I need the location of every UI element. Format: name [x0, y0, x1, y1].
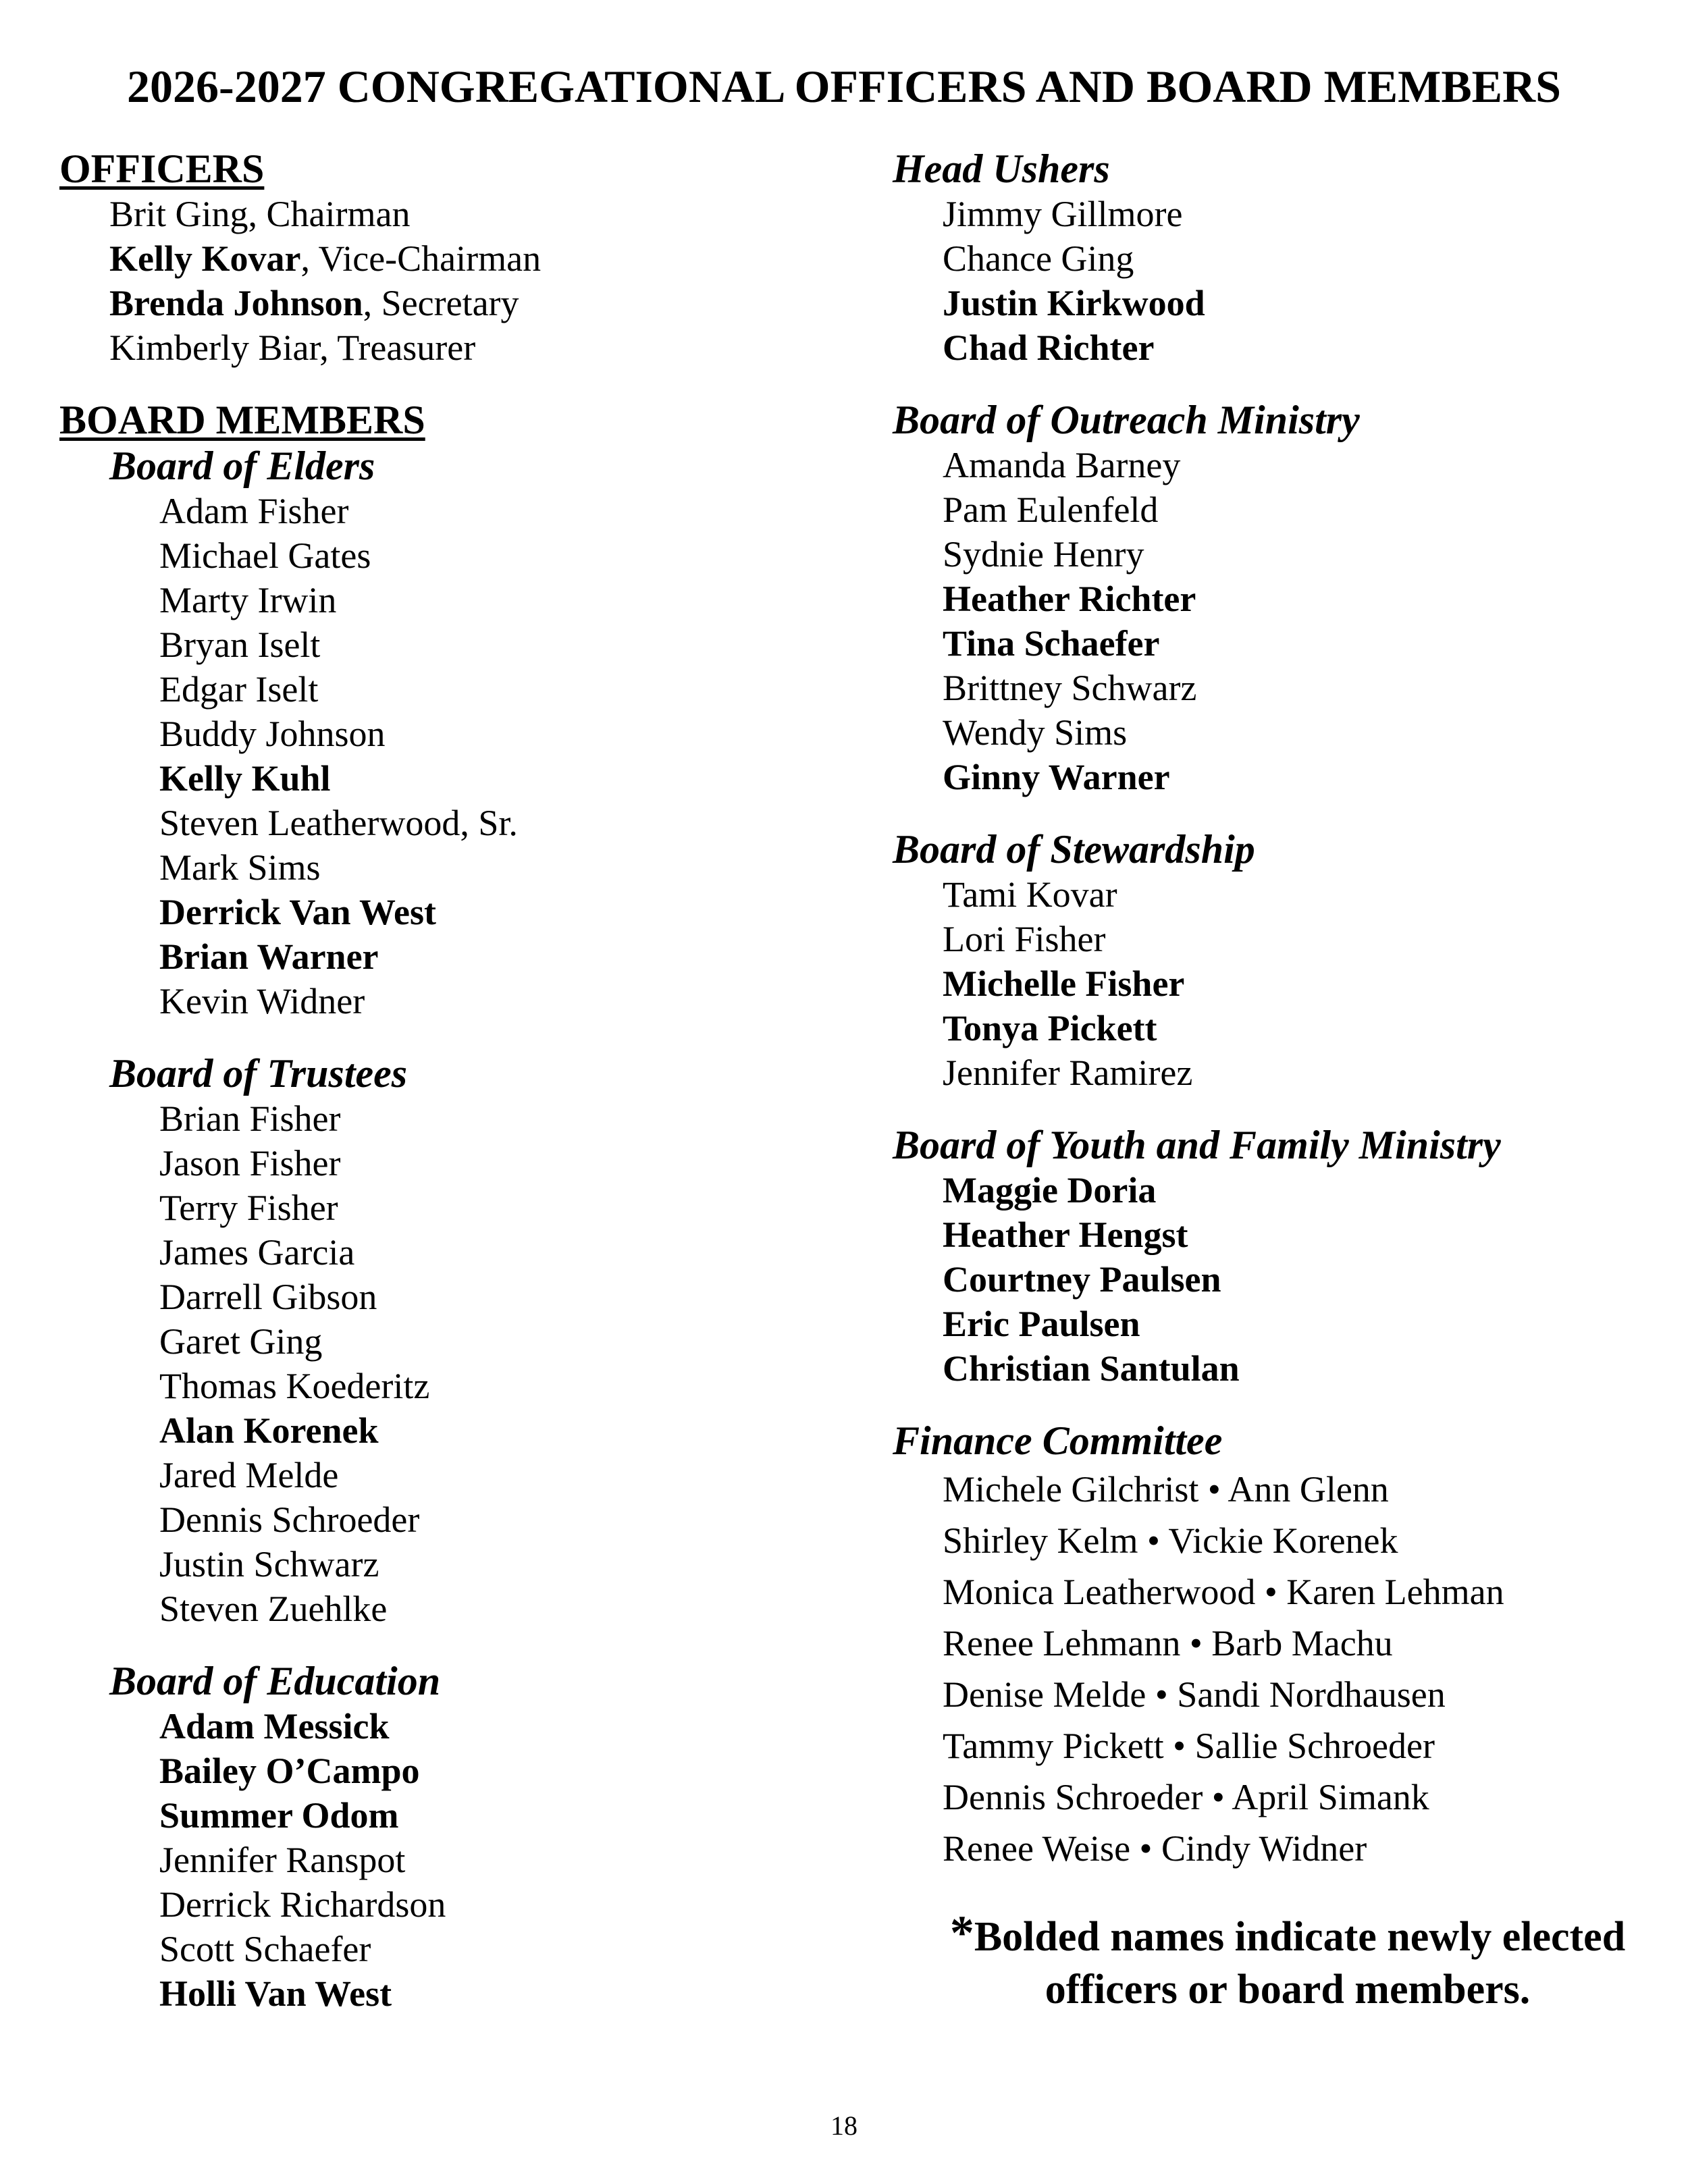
member-name: Mark Sims [159, 847, 321, 888]
member-name: Heather Hengst [943, 1215, 1188, 1255]
member-name: Tina Schaefer [943, 623, 1160, 664]
officer-name: Brit Ging [109, 194, 248, 234]
member-name: James Garcia [159, 1232, 355, 1273]
note-line-1: Bolded names indicate newly elected [974, 1914, 1626, 1960]
finance-row: Monica Leatherwood • Karen Lehman [943, 1572, 1504, 1612]
member-name: Eric Paulsen [943, 1304, 1140, 1344]
member-name: Pam Eulenfeld [943, 489, 1159, 530]
member-name: Derrick Richardson [159, 1884, 446, 1925]
member-name: Lori Fisher [943, 919, 1106, 959]
member-name: Derrick Van West [159, 892, 437, 932]
member-name: Maggie Doria [943, 1170, 1157, 1210]
board-of-outreach-ministry-list [893, 443, 1662, 799]
head-ushers-title: Head Ushers [893, 147, 1110, 191]
member-name: Bryan Iselt [159, 624, 321, 665]
board-of-stewardship-list [893, 872, 1662, 1095]
member-name: Amanda Barney [943, 445, 1181, 485]
note-asterisk: * [949, 1906, 974, 1960]
right-column [893, 146, 1662, 2016]
member-name: Bailey O’Campo [159, 1751, 420, 1791]
board-of-trustees-title: Board of Trustees [109, 1051, 408, 1096]
member-name: Brian Fisher [159, 1098, 341, 1139]
board-of-outreach-ministry-title: Board of Outreach Ministry [893, 398, 1360, 442]
finance-row: Renee Lehmann • Barb Machu [943, 1623, 1393, 1663]
officer-row [59, 325, 856, 370]
officer-name: Kimberly Biar [109, 327, 320, 368]
member-name: Edgar Iselt [159, 669, 319, 710]
finance-row: Tammy Pickett • Sallie Schroeder [943, 1726, 1435, 1766]
member-name: Garet Ging [159, 1321, 323, 1362]
member-name: Ginny Warner [943, 757, 1170, 797]
board-of-education-list [59, 1704, 856, 2016]
member-name: Kelly Kuhl [159, 758, 331, 799]
member-name: Thomas Koederitz [159, 1366, 430, 1406]
board-of-trustees-list [59, 1096, 856, 1631]
note-line-2: officers or board members. [1045, 1967, 1531, 2013]
officer-role: , Chairman [248, 194, 411, 234]
board-of-education-title: Board of Education [109, 1659, 441, 1703]
member-name: Brian Warner [159, 936, 379, 977]
officer-role: , Vice-Chairman [300, 238, 542, 279]
officers-heading: OFFICERS [59, 147, 265, 191]
member-name: Jared Melde [159, 1455, 339, 1495]
board-of-youth-and-family-ministry-title: Board of Youth and Family Ministry [893, 1123, 1501, 1167]
member-name: Buddy Johnson [159, 714, 386, 754]
member-name: Dennis Schroeder [159, 1499, 420, 1540]
board-members-heading: BOARD MEMBERS [59, 398, 425, 442]
board-of-youth-and-family-ministry-list [893, 1168, 1662, 1391]
head-ushers-list [893, 192, 1662, 370]
member-name: Sydnie Henry [943, 534, 1144, 575]
member-name: Michael Gates [159, 535, 371, 576]
member-name: Brittney Schwarz [943, 668, 1197, 708]
member-name: Alan Korenek [159, 1410, 379, 1451]
member-name: Courtney Paulsen [943, 1259, 1221, 1300]
member-name: Jennifer Ramirez [943, 1053, 1193, 1093]
officer-row [59, 236, 856, 281]
member-name: Jimmy Gillmore [943, 194, 1183, 234]
officer-name: Kelly Kovar [109, 238, 301, 279]
member-name: Kevin Widner [159, 981, 365, 1021]
member-name: Jason Fisher [159, 1143, 341, 1183]
member-name: Summer Odom [159, 1795, 399, 1836]
officer-role: , Secretary [363, 283, 519, 323]
page-number: 18 [830, 2110, 858, 2141]
member-name: Adam Fisher [159, 491, 349, 531]
member-name: Marty Irwin [159, 580, 337, 620]
board-of-stewardship-title: Board of Stewardship [893, 827, 1255, 872]
member-name: Steven Leatherwood, Sr. [159, 803, 518, 843]
finance-committee-list [893, 1464, 1662, 1874]
member-name: Darrell Gibson [159, 1277, 377, 1317]
member-name: Holli Van West [159, 1973, 392, 2014]
left-column [59, 146, 856, 2016]
finance-row: Renee Weise • Cindy Widner [943, 1828, 1367, 1869]
member-name: Chance Ging [943, 238, 1134, 279]
board-of-elders-list [59, 489, 856, 1023]
finance-row: Dennis Schroeder • April Simank [943, 1777, 1429, 1817]
member-name: Steven Zuehlke [159, 1589, 388, 1629]
bolded-names-note [893, 1907, 1662, 2016]
member-name: Wendy Sims [943, 712, 1128, 753]
member-name: Scott Schaefer [159, 1929, 371, 1969]
member-name: Jennifer Ranspot [159, 1840, 406, 1880]
finance-committee-title: Finance Committee [893, 1418, 1223, 1463]
member-name: Tami Kovar [943, 874, 1117, 915]
member-name: Christian Santulan [943, 1348, 1240, 1389]
finance-row: Michele Gilchrist • Ann Glenn [943, 1469, 1389, 1510]
member-name: Terry Fisher [159, 1188, 338, 1228]
member-name: Michelle Fisher [943, 963, 1185, 1004]
officer-row [59, 192, 856, 236]
finance-row: Denise Melde • Sandi Nordhausen [943, 1674, 1446, 1715]
member-name: Heather Richter [943, 579, 1196, 619]
member-name: Justin Schwarz [159, 1544, 379, 1584]
officer-name: Brenda Johnson [109, 283, 363, 323]
board-of-elders-title: Board of Elders [109, 444, 375, 488]
page-title: 2026-2027 CONGREGATIONAL OFFICERS AND BOARD MEMBERS [127, 61, 1561, 112]
officer-role: , Treasurer [319, 327, 476, 368]
member-name: Adam Messick [159, 1706, 390, 1747]
member-name: Justin Kirkwood [943, 283, 1205, 323]
finance-row: Shirley Kelm • Vickie Korenek [943, 1520, 1398, 1561]
officers-list [59, 192, 856, 370]
officer-row [59, 281, 856, 325]
member-name: Chad Richter [943, 327, 1155, 368]
member-name: Tonya Pickett [943, 1008, 1157, 1048]
